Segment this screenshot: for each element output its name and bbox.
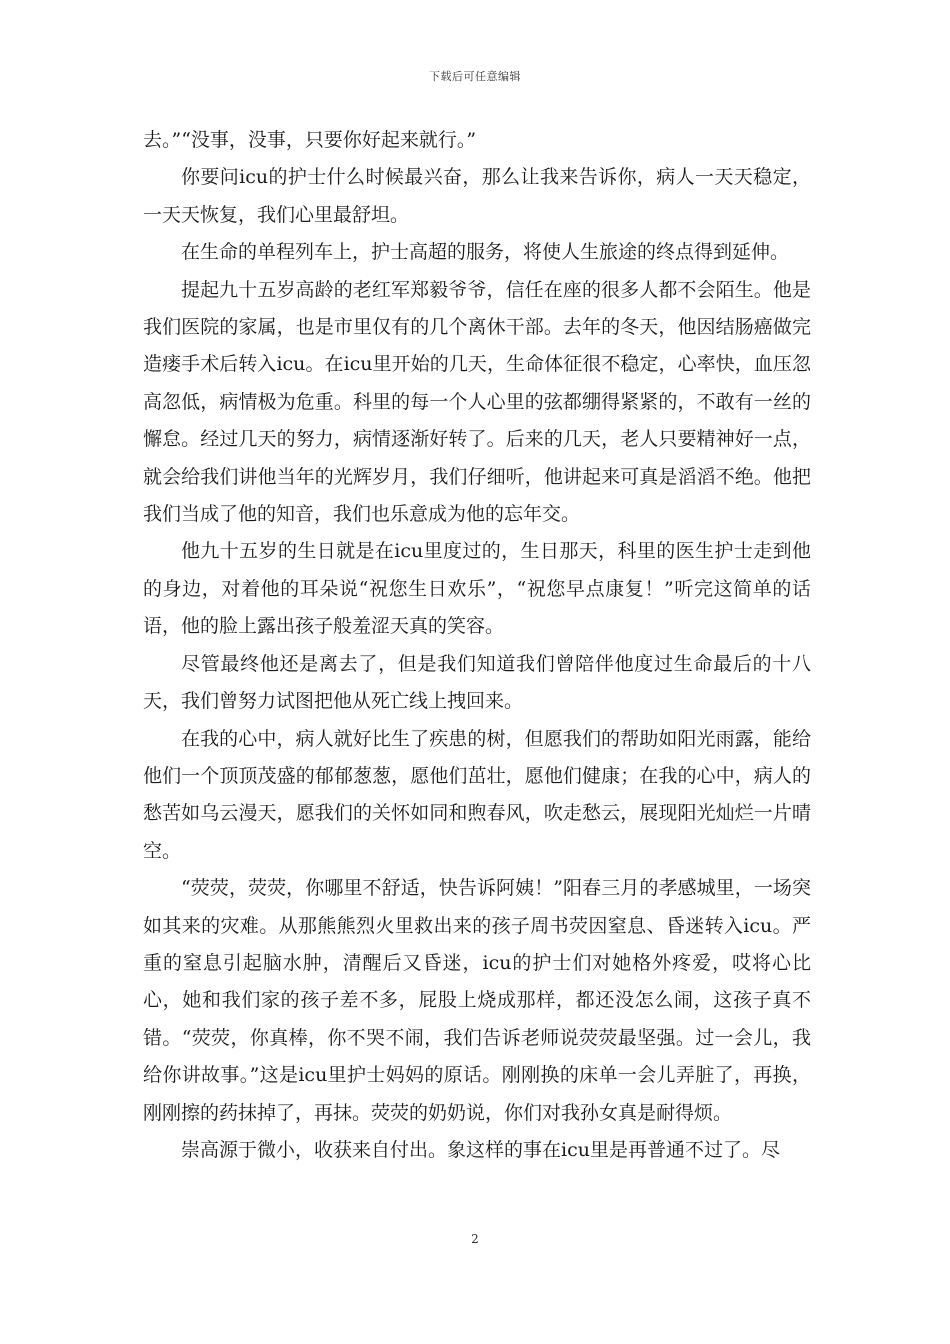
paragraph: 他九十五岁的生日就是在icu里度过的，生日那天，科里的医生护士走到他的身边，对着他的耳朵说“祝您生日欢乐”，“祝您早点康复！”听完这简单的话语，他的脸上露出孩子般羞涩天真的笑容。	[143, 540, 811, 638]
page-header: 下载后可任意编辑	[429, 70, 521, 83]
paragraph: 在生命的单程列车上，护士高超的服务，将使人生旅途的终点得到延伸。	[181, 241, 790, 264]
paragraph: 崇高源于微小，收获来自付出。象这样的事在icu里是再普通不过了。尽	[181, 1138, 780, 1161]
paragraph: 去。”“没事，没事，只要你好起来就行。”	[143, 129, 477, 151]
paragraph: 你要问icu的护士什么时候最兴奋，那么让我来告诉你，病人一天天稳定，一天天恢复，我们心里最舒坦。	[143, 166, 811, 226]
paragraph: “荧荧，荧荧，你哪里不舒适，快告诉阿姨！”阳春三月的孝感城里，一场突如其来的灾难。从那熊熊烈火里救出来的孩子周书荧因窒息、昏迷转入icu。严重的窒息引起脑水肿，清醒后又昏迷，icu的护士们对她格外疼爱，哎将心比心，她和我们家的孩子差不多，屁股上烧成那样，都还没怎么闹，这孩子真不错。“荧荧，你真棒，你不哭不闹，我们告诉老师说荧荧最坚强。过一会儿，我给你讲故事。”这是icu里护士妈妈的原话。刚刚换的床单一会儿弄脏了，再换，刚刚擦的药抹掉了，再抹。荧荧的奶奶说，你们对我孙女真是耐得烦。	[143, 877, 811, 1124]
paragraph: 提起九十五岁高龄的老红军郑毅爷爷，信任在座的很多人都不会陌生。他是我们医院的家属，也是市里仅有的几个离休干部。去年的冬天，他因结肠癌做完造瘘手术后转入icu。在icu里开始的几天，生命体征很不稳定，心率快，血压忽高忽低，病情极为危重。科里的每一个人心里的弦都绷得紧紧的，不敢有一丝的懈怠。经过几天的努力，病情逐渐好转了。后来的几天，老人只要精神好一点，就会给我们讲他当年的光辉岁月，我们仔细听，他讲起来可真是滔滔不绝。他把我们当成了他的知音，我们也乐意成为他的忘年交。	[143, 278, 811, 526]
paragraph: 在我的心中，病人就好比生了疾患的树，但愿我们的帮助如阳光雨露，能给他们一个顶顶茂盛的郁郁葱葱，愿他们茁壮，愿他们健康；在我的心中，病人的愁苦如乌云漫天，愿我们的关怀如同和煦春风，吹走愁云，展现阳光灿烂一片晴空。	[143, 727, 811, 862]
page-number: 2	[471, 1232, 479, 1246]
paragraph: 尽管最终他还是离去了，但是我们知道我们曾陪伴他度过生命最后的十八天，我们曾努力试图把他从死亡线上拽回来。	[143, 652, 811, 713]
document-body	[143, 122, 811, 1169]
